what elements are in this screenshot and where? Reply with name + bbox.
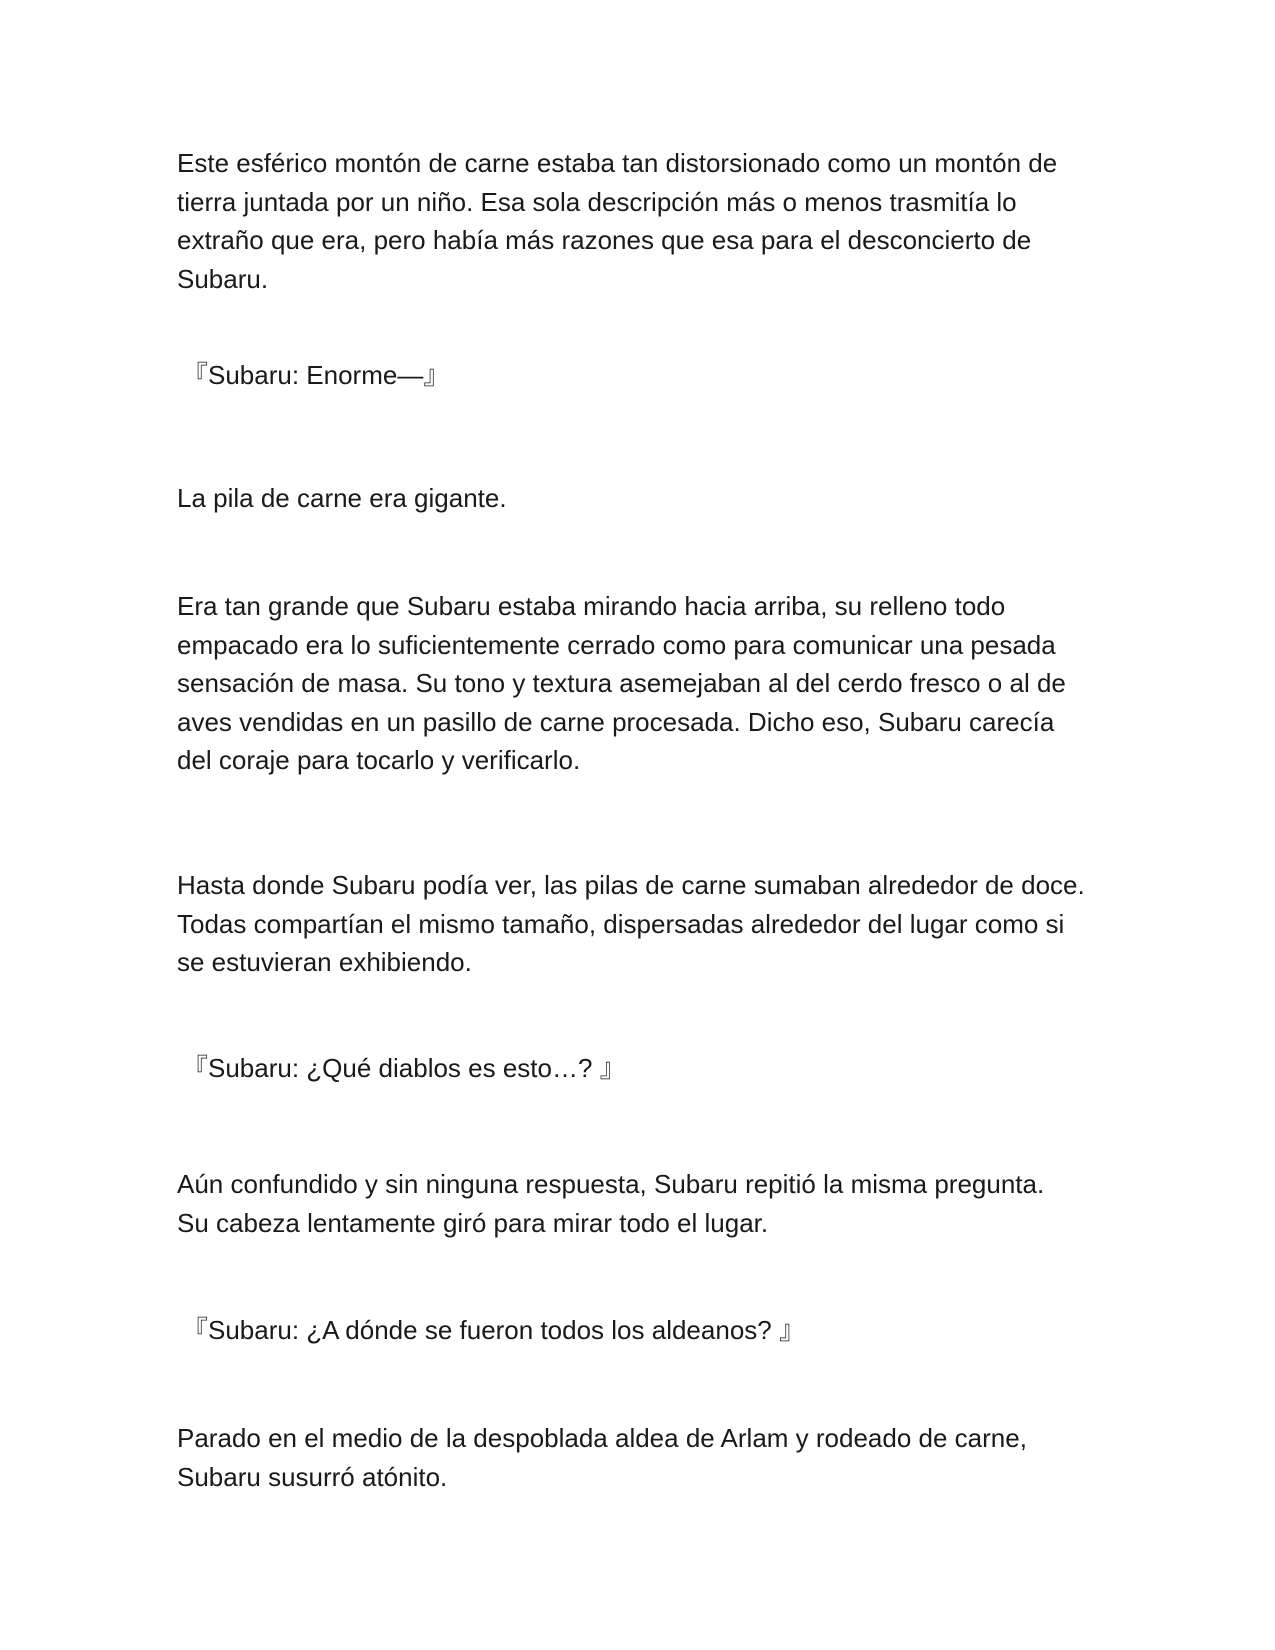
paragraph-2: La pila de carne era gigante.: [177, 483, 507, 513]
dialogue-line-1: 『Subaru: Enorme—』: [182, 360, 450, 390]
paragraph-6: Parado en el medio de la despoblada aldea de Arlam y rodeado de carne, Subaru susurró atónito.: [177, 1423, 1027, 1492]
paragraph-3: Era tan grande que Subaru estaba mirando hacia arriba, su relleno todo empacado era lo suficientemente cerrado como para comunicar una pesada sensación de masa. Su tono y textura asemejaban al del cerdo fresco o al de aves vendidas en un pasillo de carne procesada. Dicho eso, Subaru carecía del coraje para tocarlo y verificarlo.: [177, 591, 1066, 775]
dialogue-line-2: 『Subaru: ¿Qué diablos es esto…? 』: [182, 1053, 626, 1083]
paragraph-4: Hasta donde Subaru podía ver, las pilas de carne sumaban alrededor de doce. Todas compartían el mismo tamaño, dispersadas alrededor del lugar como si se estuvieran exhibiendo.: [177, 870, 1085, 977]
paragraph-5: Aún confundido y sin ninguna respuesta, Subaru repitió la misma pregunta. Su cabeza lentamente giró para mirar todo el lugar.: [177, 1169, 1045, 1238]
dialogue-line-3: 『Subaru: ¿A dónde se fueron todos los aldeanos? 』: [182, 1315, 805, 1345]
paragraph-1: Este esférico montón de carne estaba tan distorsionado como un montón de tierra juntada por un niño. Esa sola descripción más o menos trasmitía lo extraño que era, pero había más razones que esa para el desconcierto de Subaru.: [177, 148, 1058, 294]
